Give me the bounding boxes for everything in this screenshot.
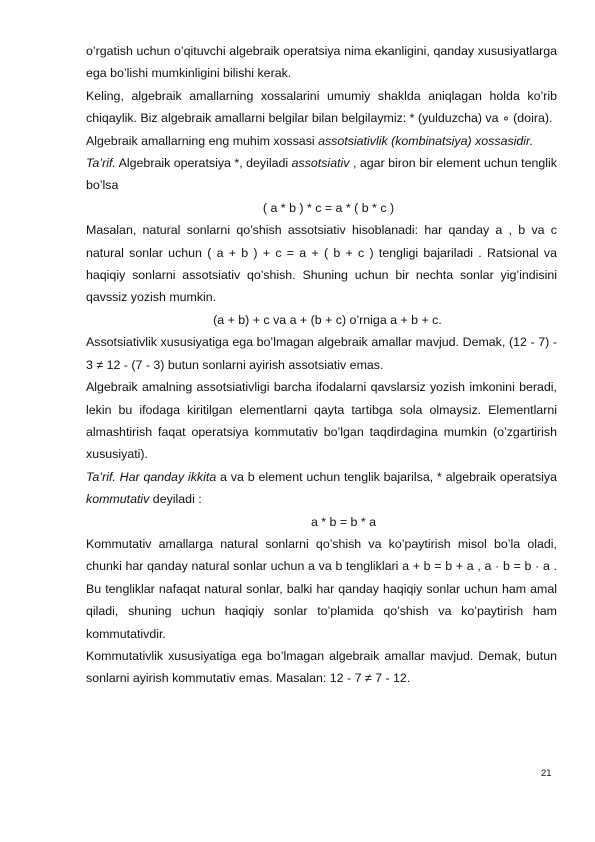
paragraph-notation: Keling, algebraik amallarning xossalarini umumiy shaklda aniqlagan holda ko’rib chiqaylik. Biz algebraik amallarni belgilar bilan belgilaymiz: * (yulduzcha) va ∘ (doira).: [86, 88, 557, 126]
definition-label: Ta’rif. Har qanday ikkita: [86, 469, 217, 484]
text: , agar biron bir element uchun tenglik bo’lsa: [86, 156, 557, 193]
paragraph-noncommutative: Kommutativlik xususiyatiga ega bo’lmagan algebraik amallar mavjud. Demak, butun sonlarni ayirish kommutativ emas. Masalan: 12 - 7 ≠ 7 - 12.: [86, 648, 557, 686]
document-page: [86, 40, 557, 690]
text: Algebraik amallarning eng muhim xossasi: [86, 133, 319, 148]
definition-label: Ta’rif.: [86, 156, 116, 171]
paragraph-associative-example: Masalan, natural sonlarni qo’shish assotsiativ hisoblanadi: har qanday a , b va c natural sonlar uchun ( a + b ) + c = a + ( b + c ) tengligi bajariladi . Ratsional va haqiqiy sonlarni assotsiativ qo’shish. Shuning uchun bir nechta sonlar yig’indisini qavssiz yozish mumkin.: [86, 223, 557, 305]
definition-associative: [86, 152, 557, 197]
definition-commutative: [86, 466, 557, 511]
emphasis-associativity: assotsiativlik (kombinatsiya) xossasidir.: [318, 133, 534, 148]
text: deyiladi :: [149, 492, 202, 507]
term-associative: assotsiativ: [291, 156, 350, 171]
term-commutative: kommutativ: [86, 492, 150, 507]
paragraph-associativity-intro: [86, 130, 557, 152]
paragraph-reordering: Algebraik amalning assotsiativligi barcha ifodalarni qavslarsiz yozish imkonini beradi, lekin bu ifodaga kiritilgan elementlarni qayta tartibga sola olmaysiz. Elementlarni almashtirish faqat operatsiya kommutativ bo’lgan taqdirdagina mumkin (o’zgartirish xususiyati).: [86, 380, 557, 462]
paragraph-nonassociative: Assotsiativlik xususiyatiga ega bo’lmagan algebraik amallar mavjud. Demak, (12 - 7) - 3 ≠ 12 - (7 - 3) butun sonlarni ayirish assotsiativ emas.: [86, 335, 557, 372]
paragraph-intro: o’rgatish uchun o’qituvchi algebraik operatsiya nima ekanligini, qanday xususiyatlarga ega bo’lishi mumkinligini bilishi kerak.: [86, 44, 557, 81]
formula-commutative: a * b = b * a: [310, 514, 377, 529]
page-number: 21: [541, 768, 552, 779]
paragraph-commutative-example: Kommutativ amallarga natural sonlarni qo’shish va ko’paytirish misol bo’la oladi, chunki har qanday natural sonlar uchun a va b tengliklari a + b = b + a , a · b = b · a . Bu tengliklar nafaqat natural sonlar, balki har qanday haqiqiy sonlar uchun ham amal qiladi, shuning uchun haqiqiy sonlar to’plamida qo’shish va ko’paytirish ham kommutativdir.: [86, 536, 557, 641]
formula-sum: (a + b) + c va a + (b + c) o’rniga a + b + c.: [213, 312, 442, 327]
text: Algebraik operatsiya *, deyiladi: [115, 156, 292, 171]
formula-associative: ( a * b ) * c = a * ( b * c ): [262, 200, 395, 215]
text: a va b element uchun tenglik bajarilsa, * algebraik operatsiya: [216, 469, 558, 484]
